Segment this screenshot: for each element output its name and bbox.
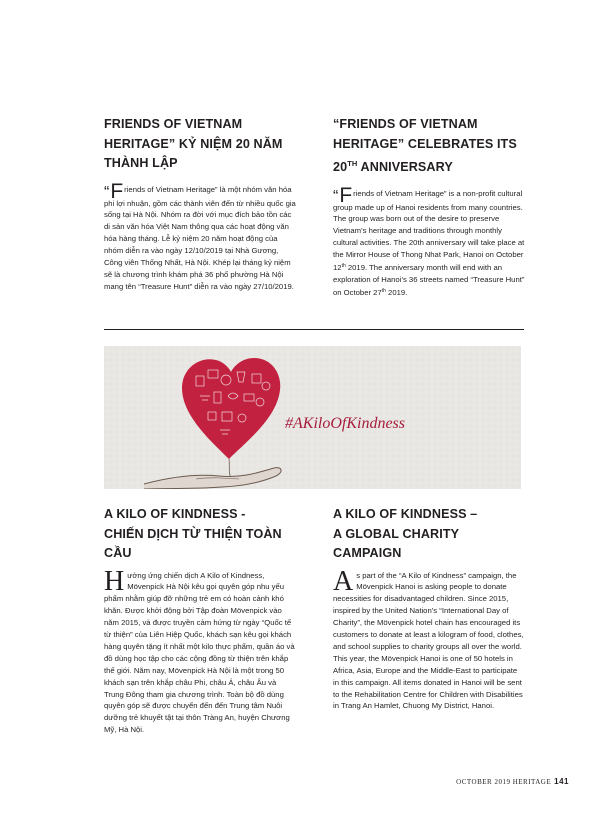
article-body-vi-bottom — [104, 565, 296, 737]
body-text: s part of the “A Kilo of Kindness” campaign, the Mövenpick Hanoi is asking people to donate necessities for disadvantaged children. Since 2015, inspired by the United Nation’s “International Day of Charity”, the Mövenpick hotel chain has encouraged its customers to donate at least a kilogram of food, clothes, and school supplies to charity groups all over the world. This year, the Mövenpick Hanoi is one of 50 hotels in Africa, Asia, Europe and the Middle-East to participate in this campaign. All items donated in Hanoi will be sent to the Rehabilitation Centre for Children with Disabilities in Trang An Hamlet, Chuong My District, Hanoi. — [333, 570, 524, 711]
title-line: HERITAGE” CELEBRATES ITS — [333, 136, 517, 151]
article-title-vi-top — [104, 115, 296, 174]
article-en-bottom — [333, 505, 525, 712]
drop-cap: H — [104, 565, 125, 597]
title-line: A GLOBAL CHARITY CAMPAIGN — [333, 526, 459, 560]
article-title-en-bottom — [333, 505, 525, 564]
page-footer — [456, 777, 569, 786]
drop-cap: F — [110, 179, 124, 203]
body-text: riends of Vietnam Heritage” is a non-profit cultural group made up of Hanoi residents from many countries. The group was born out of the desire to preserve Vietnam’s heritage and traditions through monthly cultural activities. The 20th anniversary will take place at the Mirror House of Thong Nhat Park, Hanoi on October 12 — [333, 188, 525, 273]
title-line: A KILO OF KINDNESS - — [104, 507, 246, 521]
hashtag-text: #AKiloOfKindness — [285, 415, 406, 432]
title-line: FRIENDS OF VIETNAM — [104, 117, 243, 131]
ordinal-superscript: th — [341, 263, 346, 270]
body-text: 2019. — [385, 287, 408, 297]
article-body-vi-top — [104, 179, 296, 293]
article-body-en-bottom — [333, 565, 525, 713]
article-body-en-top — [333, 183, 525, 299]
open-quote: “ — [104, 183, 110, 201]
article-title-en-top — [333, 115, 525, 178]
title-line: A KILO OF KINDNESS – — [333, 507, 478, 521]
title-line: 20 — [333, 160, 348, 174]
page-number: 141 — [554, 777, 569, 786]
ordinal-superscript: th — [381, 287, 386, 294]
section-divider — [104, 329, 524, 330]
body-text: ưởng ứng chiến dịch A Kilo of Kindness, Mövenpick Hà Nội kêu gọi quyên góp nhu yếu phẩm nhằm giúp đỡ những trẻ em có hoàn cảnh khó khăn. Được khởi động bởi Tập đoàn Mövenpick vào năm 2015, và được truyền cảm hứng từ ngày “Quốc tế từ thiện” của Liên Hiệp Quốc, khách sạn kêu gọi khách hàng quyên tặng ít nhất một kilo thực phẩm, quần áo và đồ dùng học tập cho các cộng đồng từ thiện trên khắp thế giới. Năm nay, Mövenpick Hà Nội là một trong 50 khách sạn trên khắp châu Phi, châu Á, châu Âu và Trung Đông tham gia chương trình. Toàn bộ đồ dùng quyên góp sẽ được chuyển đến đến Trung tâm Nuôi dưỡng trẻ khuyết tật tại thôn Tràng An, huyện Chương Mỹ, Hà Nội. — [104, 570, 295, 735]
title-line: “FRIENDS OF VIETNAM — [333, 117, 478, 131]
footer-label: OCTOBER 2019 HERITAGE — [456, 778, 552, 786]
article-title-vi-bottom — [104, 505, 296, 564]
drop-cap: A — [333, 565, 354, 597]
heart-hand-illustration — [104, 346, 521, 489]
title-line: CHIẾN DỊCH TỪ THIỆN TOÀN CẦU — [104, 526, 282, 560]
title-superscript: TH — [347, 159, 358, 168]
body-text: riends of Vietnam Heritage” là một nhóm văn hóa phi lợi nhuận, gồm các thành viên đến từ nhiều quốc gia sống tại Hà Nội. Nhóm ra đời với mục đích bảo tồn các di sản văn hóa Việt Nam thông qua các hoạt động văn hóa hàng tháng. Lễ kỷ niệm 20 năm hoạt động của nhóm diễn ra vào ngày 12/10/2019 tại Nhà Gương, Công viên Thống Nhất, Hà Nội. Khép lại tháng kỷ niệm sẽ là chương trình khám phá 36 phố phường Hà Nội mang tên “Treasure Hunt” diễn ra vào ngày 27/10/2019. — [104, 184, 296, 291]
drop-cap: F — [339, 183, 353, 207]
article-vi-bottom — [104, 505, 296, 736]
body-text: 2019. The anniversary month will end with an exploration of Hanoi’s 36 streets named “Treasure Hunt” on October 27 — [333, 263, 525, 297]
article-vi-top — [104, 115, 296, 293]
title-line: THÀNH LẬP — [104, 156, 178, 170]
kilo-of-kindness-photo — [104, 346, 521, 489]
open-quote: “ — [333, 187, 339, 205]
title-line: HERITAGE” KỶ NIỆM 20 NĂM — [104, 136, 283, 151]
title-line: ANNIVERSARY — [357, 160, 453, 174]
article-en-top — [333, 115, 525, 299]
